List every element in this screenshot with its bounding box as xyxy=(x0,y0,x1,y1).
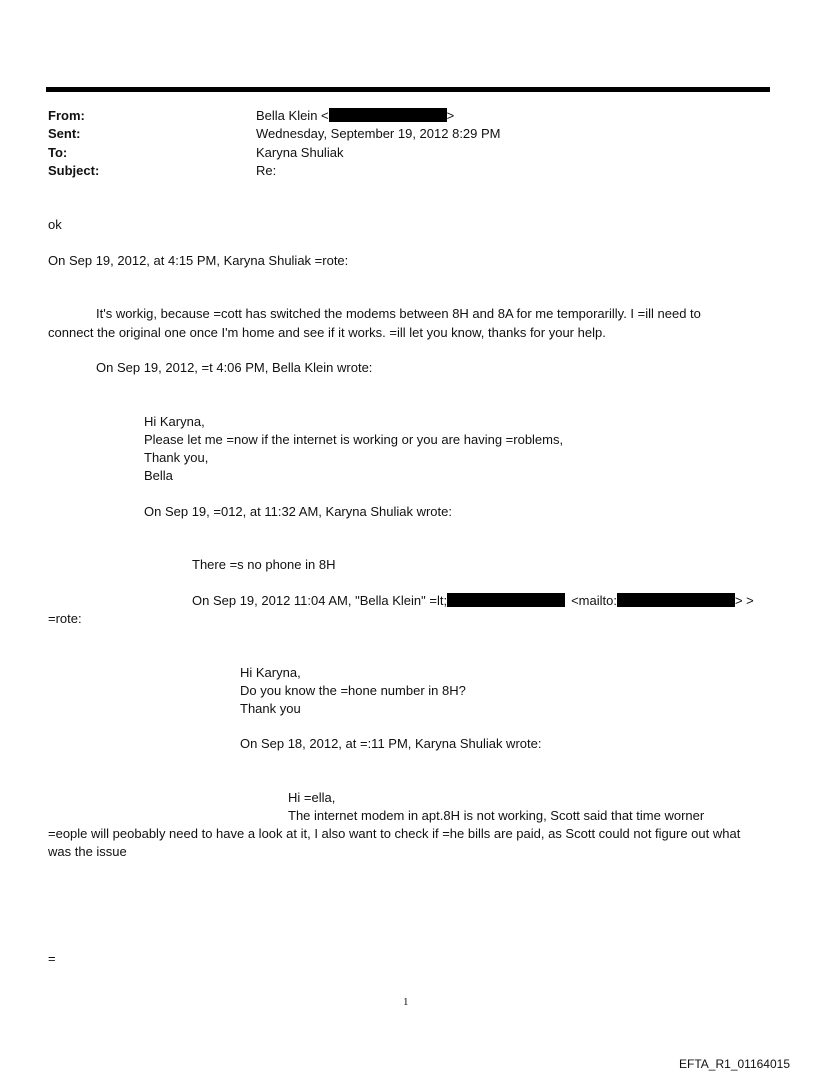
quote4-line2: Do you know the =hone number in 8H? xyxy=(240,683,466,698)
quote4-intro-a: On Sep 19, 2012 11:04 AM, "Bella Klein" =lt; xyxy=(192,593,448,608)
document-id: EFTA_R1_01164015 xyxy=(679,1057,790,1071)
to-label: To: xyxy=(48,145,68,160)
quote4-line1: Hi Karyna, xyxy=(240,665,301,680)
quote5-line2: The internet modem in apt.8H is not working, Scott said that time worner xyxy=(288,808,705,823)
quote5-line3: =eople will peobably need to have a look at it, I also want to check if =he bills are paid, as Scott could not figure out what xyxy=(48,826,741,841)
redaction-bar xyxy=(447,593,565,607)
from-value xyxy=(256,108,454,123)
quote5-line4: was the issue xyxy=(48,844,127,859)
quote2-line1: Hi Karyna, xyxy=(144,414,205,429)
quote5-intro: On Sep 18, 2012, at =:11 PM, Karyna Shuliak wrote: xyxy=(240,736,542,751)
quote1-intro: On Sep 19, 2012, at 4:15 PM, Karyna Shuliak =rote: xyxy=(48,253,349,268)
quote4-line3: Thank you xyxy=(240,701,301,716)
quote1-line1: It's workig, because =cott has switched the modems between 8H and 8A for me temporarilly. I =ill need to xyxy=(96,306,701,321)
quote3-line1: There =s no phone in 8H xyxy=(192,557,336,572)
quote2-line2: Please let me =now if the internet is working or you are having =roblems, xyxy=(144,432,564,447)
to-value: Karyna Shuliak xyxy=(256,145,344,160)
quote4-intro-b: <mailto: xyxy=(571,593,617,608)
quote2-intro: On Sep 19, 2012, =t 4:06 PM, Bella Klein wrote: xyxy=(96,360,373,375)
quote2-line3: Thank you, xyxy=(144,450,209,465)
from-label: From: xyxy=(48,108,85,123)
quote4-intro-c: > > xyxy=(734,593,754,608)
redaction-bar xyxy=(329,108,447,122)
quote1-line2: connect the original one once I'm home and see if it works. =ill let you know, thanks for your help. xyxy=(48,325,606,340)
from-name: Bella Klein < xyxy=(256,108,329,123)
sent-label: Sent: xyxy=(48,126,81,141)
quote3-intro: On Sep 19, =012, at 11:32 AM, Karyna Shuliak wrote: xyxy=(144,504,452,519)
header-rule xyxy=(46,87,770,92)
page-number: 1 xyxy=(403,996,409,1008)
quote5-line1: Hi =ella, xyxy=(288,790,336,805)
redaction-bar xyxy=(617,593,735,607)
subject-value: Re: xyxy=(256,163,277,178)
from-close: > xyxy=(446,108,455,123)
quote4-intro xyxy=(192,593,754,608)
reply-text: ok xyxy=(48,217,62,232)
quote4-intro-wrap: =rote: xyxy=(48,611,82,626)
quote2-line4: Bella xyxy=(144,468,173,483)
trailing-char: = xyxy=(48,951,56,966)
subject-label: Subject: xyxy=(48,163,100,178)
sent-value: Wednesday, September 19, 2012 8:29 PM xyxy=(256,126,501,141)
